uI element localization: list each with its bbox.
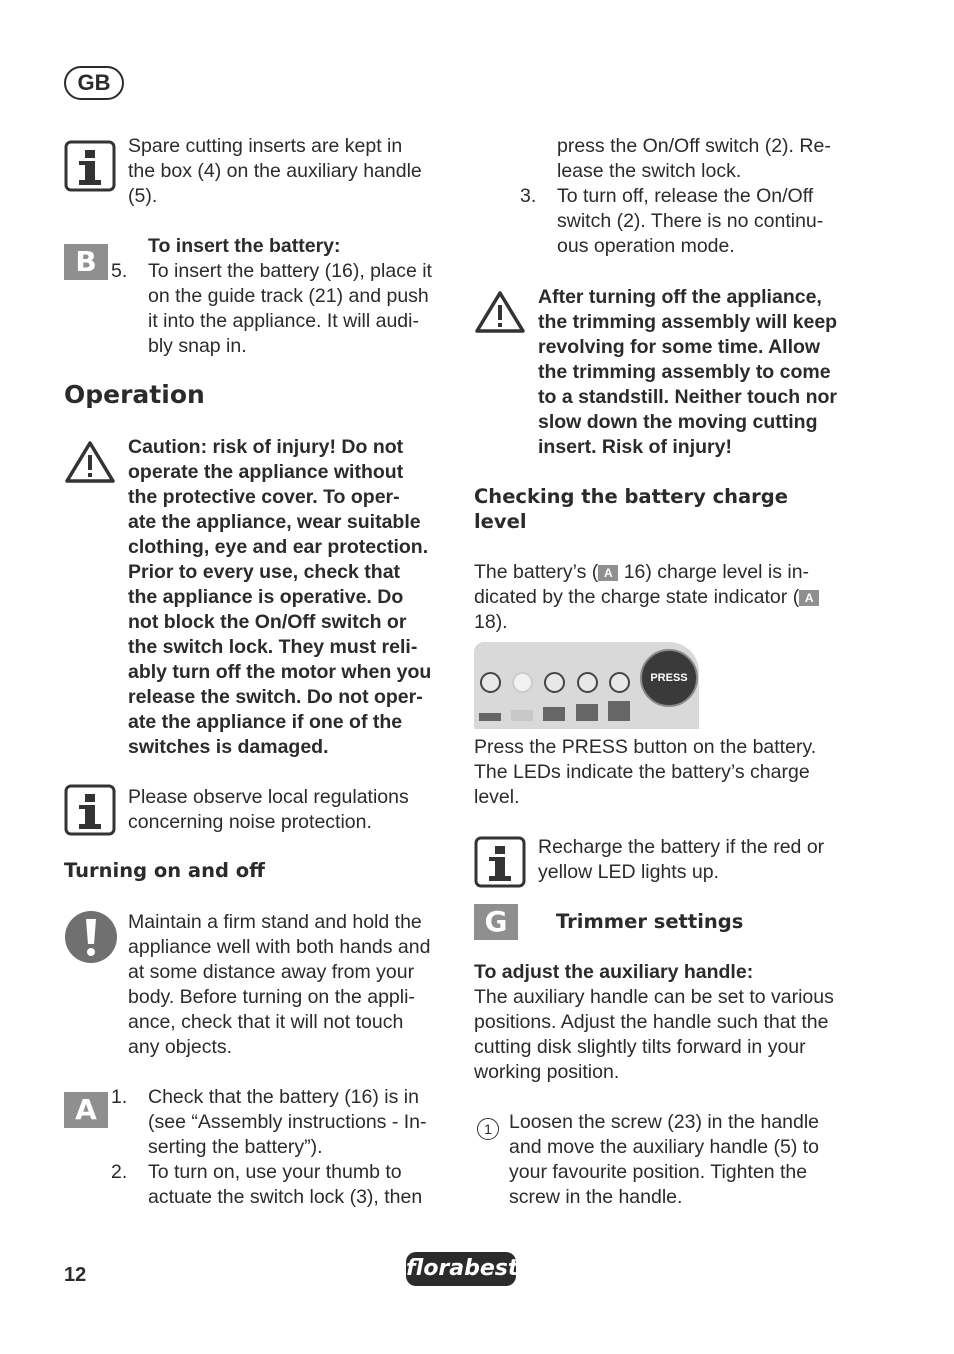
level-bar-2 <box>511 710 533 721</box>
step-circle-1: 1 <box>477 1118 499 1140</box>
stand-text: Maintain a firm stand and hold the appliance well with both hands and at some distance away from your body. Before turning on the appli- ance, check that it will not touch any objects. <box>128 911 431 1058</box>
step-turn-off: To turn off, release the On/Off switch (2). There is no continu- ous operation mode. <box>557 185 824 257</box>
warning-triangle-icon <box>64 440 116 484</box>
step-turn-on-continued: press the On/Off switch (2). Re- lease the switch lock. <box>557 135 831 182</box>
figure-ref-b: B <box>64 244 108 280</box>
language-badge: GB <box>64 66 124 100</box>
step-number: 2. <box>111 1161 128 1183</box>
led-4 <box>577 672 598 693</box>
level-bar-5 <box>608 701 630 721</box>
press-text: Press the PRESS button on the battery. The LEDs indicate the battery’s charge level. <box>474 736 817 808</box>
step-turn-on: To turn on, use your thumb to actuate the switch lock (3), then <box>148 1161 423 1208</box>
level-bar-3 <box>543 707 565 721</box>
step-insert-battery: To insert the battery (16), place it on the guide track (21) and push it into the appliance. It will audi- bly snap in. <box>148 260 432 357</box>
turning-heading: Turning on and off <box>64 859 265 882</box>
step-number: 3. <box>520 185 537 207</box>
trimmer-heading: Trimmer settings <box>556 910 744 933</box>
info-icon <box>64 784 116 836</box>
figure-ref-a-inline: A <box>799 590 819 606</box>
figure-ref-a: A <box>64 1092 108 1128</box>
info-icon <box>474 836 526 888</box>
brand-logo: florabest <box>406 1252 516 1286</box>
step-number: 1. <box>111 1086 128 1108</box>
loosen-text: Loosen the screw (23) in the handle and move the auxiliary handle (5) to your favourite position. Tighten the screw in the handle. <box>509 1111 820 1208</box>
insert-battery-title: To insert the battery: <box>148 235 341 257</box>
led-2 <box>512 672 533 693</box>
caution-text: Caution: risk of injury! Do not operate the appliance without the protective cover. To oper- ate the appliance, wear suitable clothing, eye and ear protection. Prior to every use, check that the appliance is operative. Do not block the On/Off switch or the switch lock. They must reli- ably turn off the motor when you release the switch. Do not oper- ate the appliance if one of the switches is damaged. <box>128 436 432 758</box>
exclamation-circle-icon <box>64 910 118 964</box>
page-number: 12 <box>64 1264 87 1286</box>
charge-heading: Checking the battery charge level <box>474 485 788 533</box>
info-noise: Please observe local regulations concerning noise protection. <box>128 786 409 833</box>
press-button[interactable]: PRESS <box>640 649 698 707</box>
info-spare-inserts: Spare cutting inserts are kept in the box (4) on the auxiliary handle (5). <box>128 135 422 207</box>
step-check-battery: Check that the battery (16) is in (see “Assembly instructions - In- serting the battery”). <box>148 1086 427 1158</box>
step-number: 5. <box>111 260 128 282</box>
charge-text: The battery’s ( A 16) charge level is in- dicated by the charge state indicator ( A 18). <box>474 560 874 635</box>
level-bar-1 <box>479 713 501 721</box>
adjust-text: To adjust the auxiliary handle: The auxiliary handle can be set to various positions. Adjust the handle such that the cutting disk slightly tilts forward in your working position. <box>474 961 834 1083</box>
led-3 <box>544 672 565 693</box>
operation-heading: Operation <box>64 380 205 409</box>
figure-ref-g: G <box>474 904 518 940</box>
warning-text: After turning off the appliance, the trimming assembly will keep revolving for some time. Allow the trimming assembly to come to a standstill. Neither touch nor slow down the moving cutting insert. Risk of injury! <box>538 286 838 458</box>
info-recharge: Recharge the battery if the red or yellow LED lights up. <box>538 836 825 883</box>
figure-ref-a-inline: A <box>598 565 618 581</box>
warning-triangle-icon <box>474 290 526 334</box>
info-icon <box>64 140 116 192</box>
led-1 <box>480 672 501 693</box>
led-5 <box>609 672 630 693</box>
level-bar-4 <box>576 704 598 721</box>
